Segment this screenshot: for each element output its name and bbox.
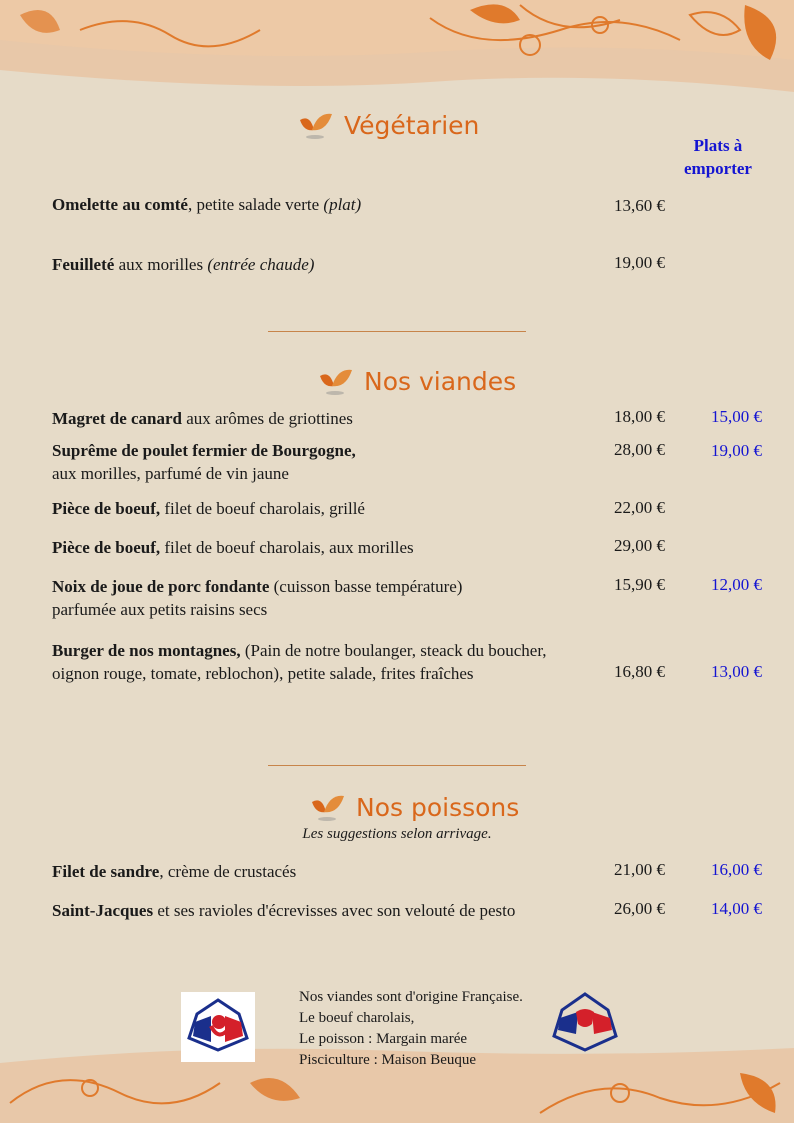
section-divider	[268, 765, 526, 766]
origin-note-line: Nos viandes sont d'origine Française.	[299, 989, 523, 1005]
price: 18,00 €	[614, 407, 665, 426]
takeaway-header-line1: Plats à	[693, 136, 743, 155]
takeaway-price: 15,00 €	[711, 407, 762, 426]
price: 19,00 €	[614, 253, 665, 272]
price: 15,90 €	[614, 575, 665, 594]
menu-item-burger: Burger de nos montagnes, (Pain de notre boulanger, steack du boucher, oignon rouge, tomate, reblochon), petite salade, frites fraîches	[52, 641, 547, 683]
takeaway-column-header	[676, 134, 760, 180]
price: 21,00 €	[614, 860, 665, 879]
leaf-icon	[308, 792, 346, 822]
menu-item-magret: Magret de canard aux arômes de griottines	[52, 409, 353, 428]
leaf-icon	[296, 110, 334, 140]
price: 13,60 €	[614, 196, 665, 215]
menu-item-joue-porc: Noix de joue de porc fondante (cuisson basse température) parfumée aux petits raisins secs	[52, 577, 463, 619]
floral-decoration-top	[0, 0, 794, 100]
menu-item-supreme-poulet: Suprême de poulet fermier de Bourgogne, aux morilles, parfumé de vin jaune	[52, 441, 356, 483]
volaille-francaise-logo	[181, 992, 255, 1062]
menu-item-saint-jacques: Saint-Jacques et ses ravioles d'écrevisses avec son velouté de pesto	[52, 901, 516, 920]
price: 26,00 €	[614, 899, 665, 918]
leaf-icon	[316, 366, 354, 396]
menu-item-feuillete: Feuilleté aux morilles (entrée chaude)	[52, 255, 315, 274]
menu-item-omelette: Omelette au comté, petite salade verte (plat)	[52, 195, 362, 214]
section-divider	[268, 331, 526, 332]
section-subtitle: Les suggestions selon arrivage.	[302, 826, 492, 842]
takeaway-price: 19,00 €	[711, 441, 762, 460]
takeaway-price: 13,00 €	[711, 662, 762, 681]
takeaway-price: 16,00 €	[711, 860, 762, 879]
origin-note	[299, 987, 523, 1071]
price: 16,80 €	[614, 662, 665, 681]
origin-note-line: Le boeuf charolais,	[299, 1010, 415, 1026]
section-title-poissons: Nos poissons	[308, 792, 519, 822]
takeaway-header-line2: emporter	[684, 159, 752, 178]
origin-note-line: Le poisson : Margain marée	[299, 1031, 468, 1047]
origin-note-line: Pisciculture : Maison Beuque	[299, 1052, 477, 1068]
menu-item-piece-boeuf-grille: Pièce de boeuf, filet de boeuf charolais, grillé	[52, 499, 365, 518]
price: 29,00 €	[614, 536, 665, 555]
viande-bovine-francaise-logo	[548, 990, 622, 1060]
takeaway-price: 12,00 €	[711, 575, 762, 594]
section-title-viandes: Nos viandes	[316, 366, 516, 396]
menu-item-filet-sandre: Filet de sandre, crème de crustacés	[52, 862, 297, 881]
price: 22,00 €	[614, 498, 665, 517]
price: 28,00 €	[614, 440, 665, 459]
takeaway-price: 14,00 €	[711, 899, 762, 918]
menu-item-piece-boeuf-morilles: Pièce de boeuf, filet de boeuf charolais, aux morilles	[52, 538, 414, 557]
section-title-vegetarien: Végétarien	[296, 110, 479, 140]
